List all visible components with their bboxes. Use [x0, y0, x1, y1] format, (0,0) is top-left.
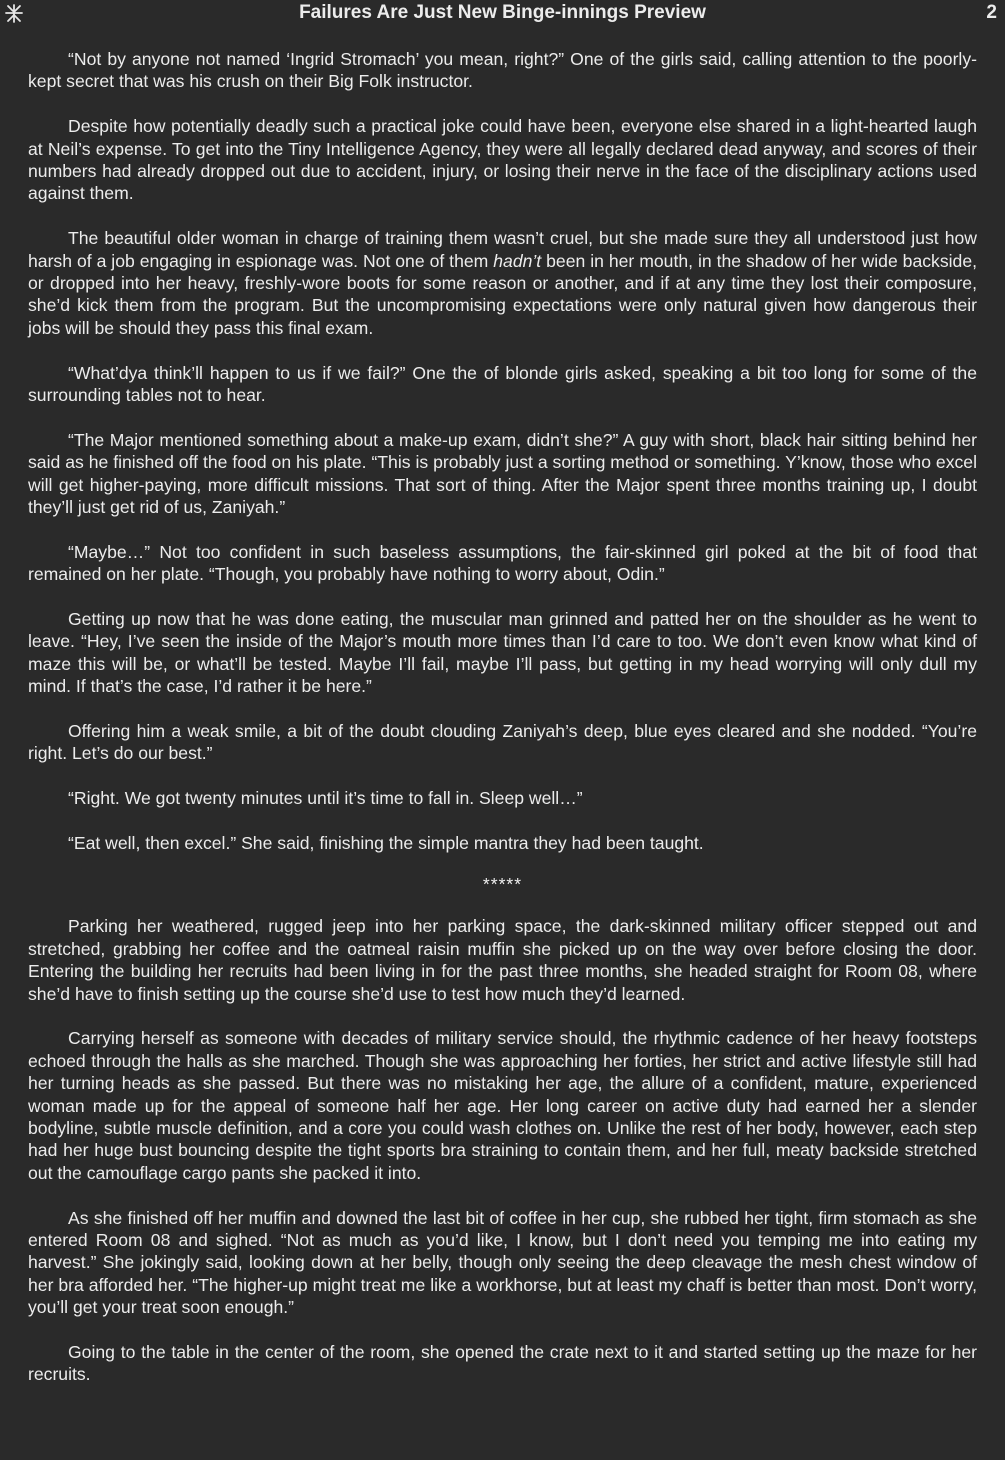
paragraph: Going to the table in the center of the room, she opened the crate next to it and started setting up the maze for her recruits. — [28, 1341, 977, 1385]
paragraph: The beautiful older woman in charge of training them wasn’t cruel, but she made sure they all understood just how harsh of a job engaging in espionage was. Not one of them hadn’t been in her mouth, in the shadow of her wide backside, or dropped into her heavy, freshly-wore boots for some reason or another, and if at any time they lost their composure, she’d kick them from the program. But the uncompromising expectations were only natural given how dangerous their jobs will be should they pass this final exam. — [28, 228, 977, 338]
paragraph: Parking her weathered, rugged jeep into her parking space, the dark-skinned military officer stepped out and stretched, grabbing her coffee and the oatmeal raisin muffin she picked up on the way over before closing the door. Entering the building her recruits had been living in for the past three months, she headed straight for Room 08, where she’d have to finish setting up the course she’d use to test how much they’d learned. — [28, 916, 977, 1004]
paragraph: Getting up now that he was done eating, the muscular man grinned and patted her on the shoulder as he went to leave. “Hey, I’ve seen the inside of the Major’s mouth more times than I’d care to too. We don’t even know what kind of maze this will be, or what’ll be tested. Maybe I’ll fail, maybe I’ll pass, but getting in my head worrying will only dull my mind. If that’s the case, I’d rather it be here.” — [28, 609, 977, 697]
scene-break: ***** — [482, 873, 523, 894]
paragraph: “The Major mentioned something about a make-up exam, didn’t she?” A guy with short, black hair sitting behind her said as he finished off the food on his plate. “This is probably just a sorting method or something. Y’know, those who excel will get higher-paying, more difficult missions. That sort of thing. After the Major spent three months training up, I doubt they’ll just get rid of us, Zaniyah.” — [28, 429, 977, 518]
paragraph: “Not by anyone not named ‘Ingrid Stromach’ you mean, right?” One of the girls said, calling attention to the poorly-kept secret that was his crush on their Big Folk instructor. — [28, 49, 977, 92]
page-title: Failures Are Just New Binge-innings Preview — [299, 2, 706, 23]
paragraph: Offering him a weak smile, a bit of the doubt clouding Zaniyah’s deep, blue eyes cleared and she nodded. “You’re right. Let’s do our best.” — [28, 721, 977, 764]
page-number: 2 — [986, 2, 997, 23]
paragraph: “Maybe…” Not too confident in such baseless assumptions, the fair-skinned girl poked at the bit of food that remained on her plate. “Though, you probably have nothing to worry about, Odin.” — [28, 541, 977, 585]
paragraph: As she finished off her muffin and downed the last bit of coffee in her cup, she rubbed her tight, firm stomach as she entered Room 08 and sighed. “Not as much as you’d like, I know, but I don’t need you temping me into eating my harvest.” She jokingly said, looking down at her belly, though only seeing the deep cleavage the mesh chest window of her bra afforded her. “The higher-up might treat me like a workhorse, but at least my chaff is better than most. Don’t worry, you’ll get your treat soon enough.” — [28, 1207, 977, 1318]
document-body — [28, 48, 977, 1408]
paragraph: “Eat well, then excel.” She said, finishing the simple mantra they had been taught. — [68, 833, 704, 854]
page-header — [0, 0, 1005, 26]
paragraph: “Right. We got twenty minutes until it’s time to fall in. Sleep well…” — [68, 788, 583, 809]
paragraph: Carrying herself as someone with decades of military service should, the rhythmic cadence of her heavy footsteps echoed through the halls as she marched. Though she was approaching her forties, her strict and active lifestyle still had her turning heads as she passed. But there was no mistaking her age, the allure of a confident, mature, experienced woman made up for the appeal of someone half her age. Her long career on active duty had earned her a slender bodyline, subtle muscle definition, and a core you could wash clothes on. Unlike the rest of her body, however, each step had her huge bust bouncing despite the tight sports bra straining to contain them, and her full, meaty backside stretched out the camouflage cargo pants she packed it into. — [28, 1028, 977, 1183]
paragraph: “What’dya think’ll happen to us if we fail?” One the of blonde girls asked, speaking a bit too long for some of the surrounding tables not to hear. — [28, 362, 977, 406]
paragraph: Despite how potentially deadly such a practical joke could have been, everyone else shared in a light-hearted laugh at Neil’s expense. To get into the Tiny Intelligence Agency, they were all legally declared dead anyway, and scores of their numbers had already dropped out due to accident, injury, or losing their nerve in the face of the disciplinary actions used against them. — [28, 116, 977, 204]
